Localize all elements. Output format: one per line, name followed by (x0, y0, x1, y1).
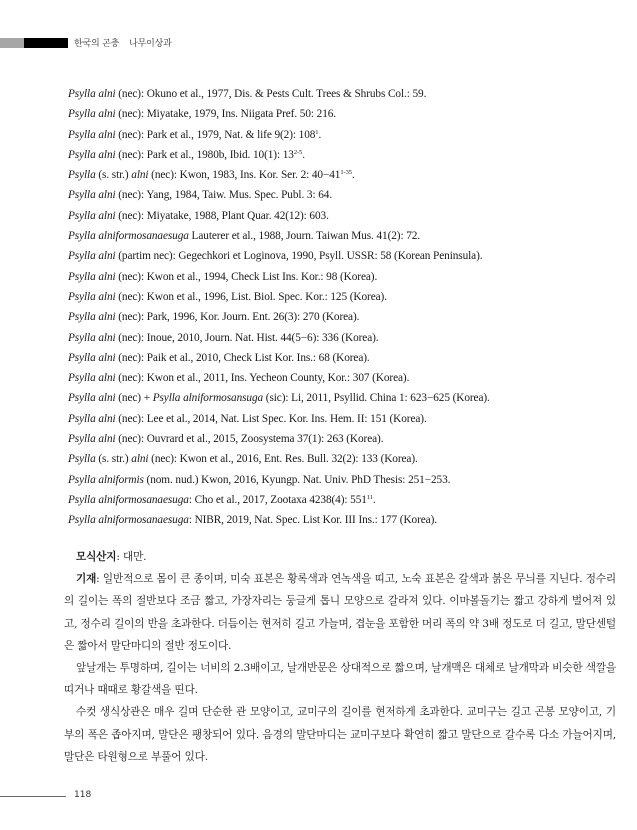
taxon-qualifier: (s. str.) (95, 169, 132, 182)
taxon-qualifier: (s. str.) (95, 453, 132, 466)
genitalia-paragraph: 수컷 생식상관은 매우 길며 단순한 관 모양이고, 교미구의 길이를 현저하게 초과한다. 교미구는 길고 곤봉 모양이고, 기부의 폭은 좁아지며, 말단은 팽창되어 있다. 음경의 말단마디는 교미구보다 확연히 짧고 말단으로 갈수록 다소 가늘어지며, 말단은 타원형으로 부풀어 있다. (64, 706, 616, 763)
page-header (0, 38, 637, 48)
reference-entry (68, 267, 608, 287)
taxon-name: Psylla alniformosanaesuga (68, 230, 189, 243)
reference-entry (68, 470, 608, 490)
taxon-name: Psylla alni (68, 148, 116, 161)
citation-text: (sic): Li, 2011, Psyllid. China 1: 623−625 (Korea) (263, 392, 488, 405)
citation-text: (nec): Kwon, 1983, Ins. Kor. Ser. 2: 40−41 (148, 169, 341, 182)
taxon-name: Psylla alni (68, 351, 116, 364)
page-number: 118 (74, 790, 92, 800)
taxon-name: Psylla (68, 453, 96, 466)
taxon-name: Psylla alni (68, 311, 116, 324)
taxon-name: Psylla alni (68, 250, 116, 263)
citation-end: . (329, 189, 333, 202)
reference-entry (68, 125, 608, 145)
citation-end: . (374, 270, 378, 283)
citation-text: (partim nec): Gegechkori et Loginova, 1990, Psyll. USSR: 58 (Korean Peninsula) (115, 250, 480, 263)
description-text: : 일반적으로 몸이 큰 종이며, 미숙 표본은 황록색과 연녹색을 띠고, 노숙 표본은 갈색과 붉은 무늬를 지닌다. 정수리의 길이는 폭의 절반보다 조금 짧고, 가장자리는 둥글게 톱니 모양으로 갈라져 있다. 이마볼돌기는 짧고 강하게 벌어져 있고, 정수리 길이의 반을 초과한다. 더듬이는 현저히 길고 가늘며, 겹눈을 포함한 머리 폭의 약 3배 정도로 더 길고, 말단센털은 짧아서 말단마디의 절반 정도이다. (64, 573, 616, 652)
footer-rule (0, 796, 66, 797)
reference-entry (68, 84, 608, 104)
taxon-name: Psylla alni (68, 412, 116, 425)
page-footnote: 2-5 (293, 148, 303, 156)
citation-text: (nec): Yang, 1984, Taiw. Mus. Spec. Publ. 3: 64 (115, 189, 330, 202)
taxon-name-secondary: Psylla alniformosansuga (152, 392, 264, 405)
taxon-name-secondary: alni (131, 453, 149, 466)
citation-end: . (423, 412, 427, 425)
citation-text: (nec): Miyatake, 1979, Ins. Niigata Pref. 50: 216 (115, 108, 334, 121)
taxon-name: Psylla alni (68, 209, 116, 222)
reference-entry (68, 104, 608, 124)
citation-end: . (375, 331, 379, 344)
running-head (74, 36, 172, 49)
citation-text: (nom. nud.) Kwon, 2016, Kyungp. Nat. Univ. PhD Thesis: 251−253 (143, 473, 448, 486)
taxon-name: Psylla alni (68, 108, 116, 121)
citation-end: . (423, 88, 427, 100)
page-footnote: 1 (315, 128, 319, 136)
header-gray-bar (0, 38, 24, 48)
type-locality-text: : 대만. (116, 551, 147, 563)
taxon-name: Psylla alni (68, 372, 116, 385)
taxon-name: Psylla alni (68, 392, 116, 405)
citation-end: . (447, 473, 451, 486)
citation-text: (nec): Ouvrard et al., 2015, Zoosystema 37(1): 263 (Korea) (115, 433, 381, 446)
page-footer (0, 790, 637, 804)
citation-text: (nec): Park et al., 1979, Nat. & life 9(2): 108 (115, 128, 316, 141)
reference-entry (68, 145, 608, 165)
description-label: 기재 (76, 573, 97, 586)
citation-text: (nec): Kwon et al., 2016, Ent. Res. Bull. 32(2): 133 (Korea) (148, 453, 415, 466)
reference-entry (68, 206, 608, 226)
book-title: 한국의 곤충 (74, 39, 120, 49)
taxon-name: Psylla alni (68, 331, 116, 344)
taxon-name: Psylla alniformosanaesuga (68, 493, 189, 506)
taxon-name: Psylla alni (68, 128, 116, 141)
taxon-name: Psylla alni (68, 290, 116, 303)
citation-end: . (333, 108, 337, 121)
reference-entry (68, 328, 608, 348)
citation-text: (nec): Kwon et al., 2011, Ins. Yecheon County, Kor.: 307 (Korea) (115, 372, 407, 385)
page-footnote: 11 (366, 493, 373, 501)
reference-entry (68, 348, 608, 368)
citation-end: . (406, 372, 410, 385)
citation-end: . (351, 169, 355, 182)
citation-end: . (366, 351, 370, 364)
citation-end: . (302, 148, 305, 161)
reference-entry (68, 246, 608, 266)
type-locality-label: 모식산지 (76, 551, 117, 563)
citation-end: . (415, 453, 418, 466)
citation-text: : Cho et al., 2017, Zootaxa 4238(4): 551 (188, 493, 367, 506)
reference-entry (68, 388, 608, 408)
taxon-qualifier: (nec) + (115, 392, 153, 405)
citation-end: . (487, 392, 490, 405)
reference-entry (68, 429, 608, 449)
reference-entry (68, 510, 608, 530)
citation-end: . (326, 209, 329, 222)
header-black-bar (24, 38, 68, 48)
citation-text: (nec): Inoue, 2010, Journ. Nat. Hist. 44(5−6): 336 (Korea) (115, 331, 376, 344)
taxon-name: Psylla alni (68, 433, 116, 446)
type-locality-paragraph (64, 546, 616, 568)
citation-text: (nec): Kwon et al., 1996, List. Biol. Spec. Kor.: 125 (Korea) (115, 290, 385, 303)
reference-entry (68, 368, 608, 388)
citation-end: . (384, 290, 387, 303)
citation-text: : NIBR, 2019, Nat. Spec. List Kor. III Ins.: 177 (Korea) (188, 514, 435, 527)
citation-end: . (356, 311, 360, 324)
species-description (64, 546, 616, 768)
taxon-name-secondary: alni (131, 169, 149, 182)
citation-end: . (318, 128, 322, 141)
section-title: 나무이상과 (129, 39, 172, 49)
taxon-name: Psylla (68, 169, 96, 182)
citation-text: (nec): Lee et al., 2014, Nat. List Spec. Kor. Ins. Hem. II: 151 (Korea) (115, 412, 424, 425)
page-footnote: 1-35 (340, 169, 352, 177)
citation-text: (nec): Okuno et al., 1977, Dis. & Pests Cult. Trees & Shrubs Col.: 59 (115, 88, 424, 100)
taxon-name: Psylla alniformis (68, 473, 144, 486)
taxon-name: Psylla alni (68, 88, 116, 100)
citation-text: (nec): Park, 1996, Kor. Journ. Ent. 26(3): 270 (Korea) (115, 311, 357, 324)
citation-end: . (417, 230, 421, 243)
taxon-name: Psylla alni (68, 270, 116, 283)
reference-entry (68, 185, 608, 205)
reference-entry (68, 165, 608, 185)
forewing-paragraph: 앞날개는 투명하며, 길이는 너비의 2.3배이고, 날개반문은 상대적으로 짧으며, 날개맥은 대체로 날개막과 비슷한 색깔을 띠거나 때때로 황갈색을 띤다. (64, 662, 616, 697)
citation-text: Lauterer et al., 1988, Journ. Taiwan Mus. 41(2): 72 (188, 230, 418, 243)
citation-end: . (380, 433, 384, 446)
citation-text: (nec): Park et al., 1980b, Ibid. 10(1): 13 (115, 148, 294, 161)
citation-text: (nec): Miyatake, 1988, Plant Quar. 42(12): 603 (115, 209, 327, 222)
reference-entry (68, 490, 608, 510)
citation-text: (nec): Kwon et al., 1994, Check List Ins. Kor.: 98 (Korea) (115, 270, 375, 283)
reference-entry (68, 307, 608, 327)
citation-text: (nec): Paik et al., 2010, Check List Kor. Ins.: 68 (Korea) (115, 351, 367, 364)
reference-entry (68, 287, 608, 307)
taxon-name: Psylla alniformosanaesuga (68, 514, 189, 527)
taxon-name: Psylla alni (68, 189, 116, 202)
reference-entry (68, 226, 608, 246)
reference-entry (68, 409, 608, 429)
citation-end: . (434, 514, 437, 527)
description-paragraph (64, 568, 616, 657)
citation-end: . (372, 493, 376, 506)
reference-entry (68, 449, 608, 469)
synonymy-list (68, 84, 608, 531)
citation-end: . (479, 250, 483, 263)
